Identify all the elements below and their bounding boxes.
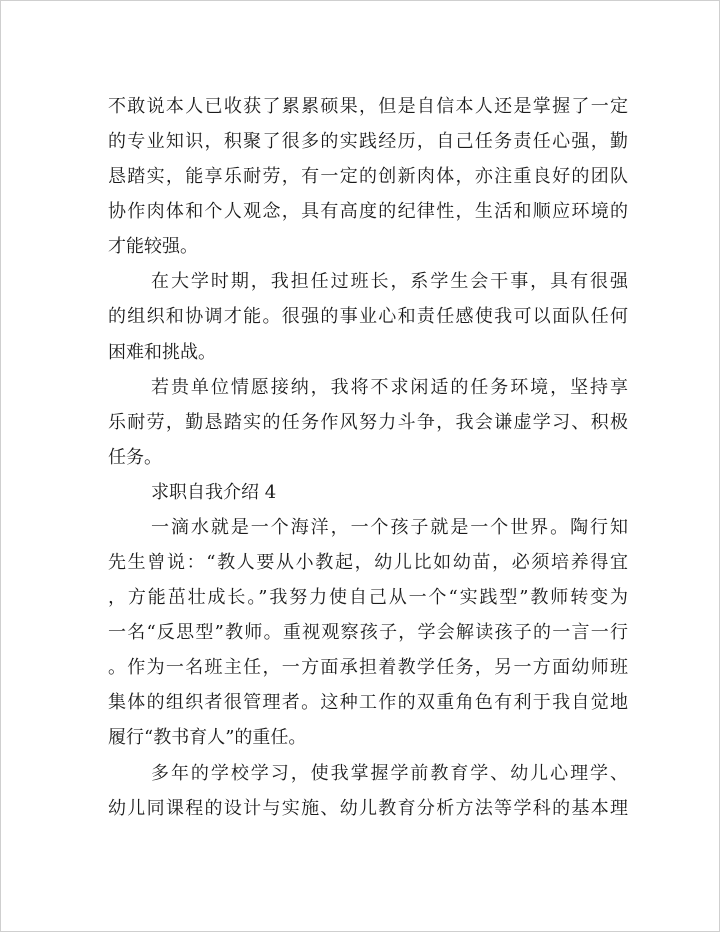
section-heading: 求职自我介绍 4 (151, 482, 277, 503)
text-line: 才能较强。 (108, 236, 198, 257)
text-line: 任务。 (108, 447, 162, 468)
text-line: 在大学时期，我担任过班长，系学生会干事，具有很强 (151, 271, 628, 292)
text-line: 的组织和协调才能。很强的事业心和责任感使我可以面队任何 (108, 306, 628, 327)
text-line: 恳踏实，能享乐耐劳，有一定的创新肉体，亦注重良好的团队 (108, 166, 628, 187)
text-line: 。作为一名班主任，一方面承担着教学任务，另一方面幼师班 (108, 657, 628, 678)
text-line: 先生曾说：“教人要从小教起，幼儿比如幼苗，必须培养得宜 (108, 552, 628, 573)
text-line: 履行“教书育人”的重任。 (108, 727, 307, 748)
text-line: 一名“反思型”教师。重视观察孩子，学会解读孩子的一言一行 (108, 622, 628, 643)
text-line: 困难和挑战。 (108, 342, 216, 363)
text-line: 幼儿同课程的设计与实施、幼儿教育分析方法等学科的基本理 (108, 798, 628, 819)
text-line: 不敢说本人已收获了累累硕果，但是自信本人还是掌握了一定 (108, 96, 628, 117)
text-line: 的专业知识，积聚了很多的实践经历，自己任务责任心强，勤 (108, 131, 628, 152)
text-line: 若贵单位情愿接纳，我将不求闲适的任务环境，坚持享 (151, 377, 628, 398)
text-line: ，方能茁壮成长。”我努力使自己从一个“实践型”教师转变为 (108, 587, 628, 608)
text-line: 多年的学校学习，使我掌握学前教育学、幼儿心理学、 (151, 763, 628, 784)
text-line: 乐耐劳，勤恳踏实的任务作风努力斗争，我会谦虚学习、积极 (108, 412, 628, 433)
text-line: 协作肉体和个人观念，具有高度的纪律性，生活和顺应环境的 (108, 201, 628, 222)
text-line: 集体的组织者很管理者。这种工作的双重角色有利于我自觉地 (108, 692, 628, 713)
text-line: 一滴水就是一个海洋，一个孩子就是一个世界。陶行知 (151, 517, 628, 538)
